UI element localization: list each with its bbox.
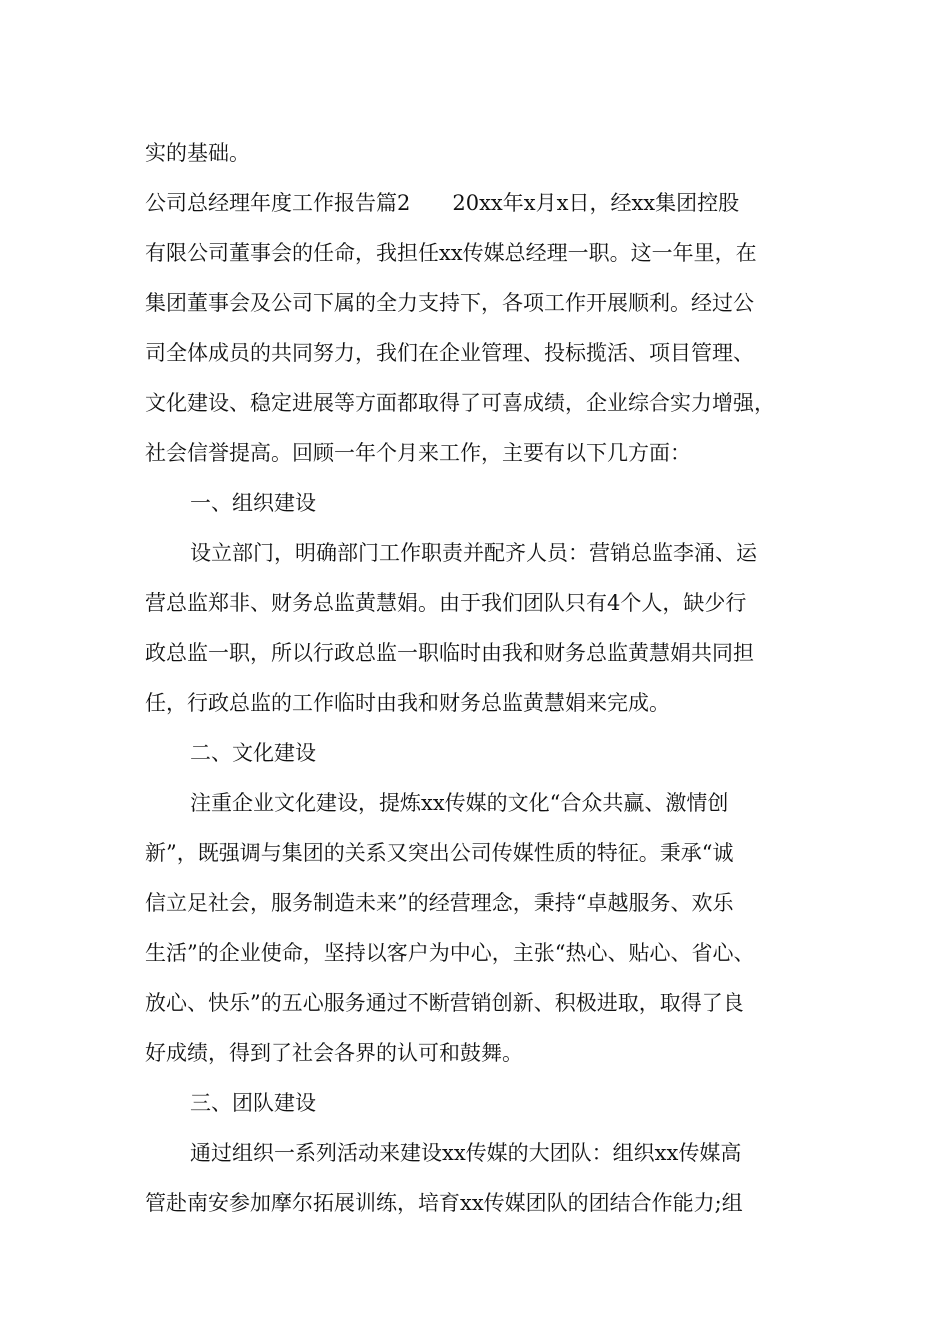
text-line: 注重企业文化建设，提炼xx传媒的文化“合众共赢、激情创 <box>190 791 729 815</box>
text-line: 文化建设、稳定进展等方面都取得了可喜成绩，企业综合实力增强， <box>145 391 775 415</box>
text-line: 公司总经理年度工作报告篇2 20xx年x月x日，经xx集团控股 <box>145 191 740 215</box>
text-line: 放心、快乐”的五心服务通过不断营销创新、积极进取，取得了良 <box>145 991 744 1015</box>
text-line: 通过组织一系列活动来建设xx传媒的大团队：组织xx传媒高 <box>190 1141 742 1165</box>
text-line: 任，行政总监的工作临时由我和财务总监黄慧娟来完成。 <box>145 691 670 715</box>
text-line: 营总监郑非、财务总监黄慧娟。由于我们团队只有4个人，缺少行 <box>145 591 747 615</box>
text-line: 管赴南安参加摩尔拓展训练，培育xx传媒团队的团结合作能力;组 <box>145 1191 743 1215</box>
section-heading: 一、组织建设 <box>190 491 316 515</box>
text-line: 集团董事会及公司下属的全力支持下，各项工作开展顺利。经过公 <box>145 291 754 315</box>
text-line: 社会信誉提高。回顾一年个月来工作，主要有以下几方面： <box>145 441 691 465</box>
text-line: 设立部门，明确部门工作职责并配齐人员：营销总监李涌、运 <box>190 541 757 565</box>
section-heading: 二、文化建设 <box>190 741 316 765</box>
section-heading: 三、团队建设 <box>190 1091 316 1115</box>
text-line: 信立足社会，服务制造未来”的经营理念，秉持“卓越服务、欢乐 <box>145 891 734 915</box>
text-line: 新”，既强调与集团的关系又突出公司传媒性质的特征。秉承“诚 <box>145 841 734 865</box>
text-line: 有限公司董事会的任命，我担任xx传媒总经理一职。这一年里，在 <box>145 241 757 265</box>
text-line: 司全体成员的共同努力，我们在企业管理、投标揽活、项目管理、 <box>145 341 754 365</box>
text-line: 政总监一职，所以行政总监一职临时由我和财务总监黄慧娟共同担 <box>145 641 754 665</box>
text-line: 实的基础。 <box>145 141 250 165</box>
text-line: 好成绩，得到了社会各界的认可和鼓舞。 <box>145 1041 523 1065</box>
text-line: 生活”的企业使命，坚持以客户为中心，主张“热心、贴心、省心、 <box>145 941 755 965</box>
